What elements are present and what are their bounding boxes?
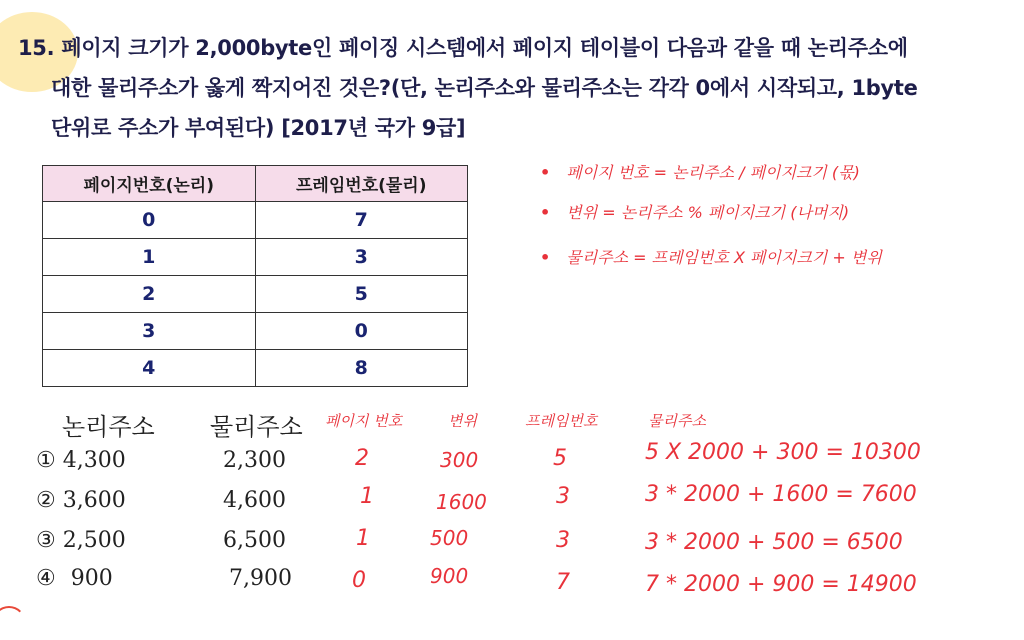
corner-mark (0, 606, 26, 640)
physical-address-header: 물리주소 (210, 413, 303, 441)
table-row (43, 350, 468, 387)
option-4-frame: 7 (556, 570, 570, 595)
option-logical: 4,300 (62, 448, 126, 473)
option-1-physical: 2,300 (223, 448, 286, 473)
option-logical: 2,500 (62, 528, 126, 553)
bullet-icon: • (540, 248, 551, 267)
option-3-physical: 6,500 (223, 528, 286, 553)
option-marker: ④ (36, 566, 56, 591)
frame-cell: 0 (255, 313, 468, 350)
logical-address-header: 논리주소 (62, 413, 155, 441)
option-marker: ③ (36, 528, 56, 553)
header-frame-number: 프레임번호(물리) (255, 166, 468, 202)
option-3-page: 1 (356, 526, 370, 551)
note-page-number: • 페이지 번호 = 논리주소 / 페이지크기 (몫) (540, 163, 860, 182)
option-2-frame: 3 (556, 484, 570, 509)
offset-header: 변위 (448, 412, 477, 430)
table-row (43, 202, 468, 239)
option-3 (36, 528, 126, 553)
option-1-offset: 300 (440, 448, 479, 472)
question-number: 15. (18, 36, 55, 60)
option-4-page: 0 (352, 568, 366, 593)
question-line-2: 대한 물리주소가 옳게 짝지어진 것은?(단, 논리주소와 물리주소는 각각 0에서 시작되고, 1byte (51, 76, 918, 100)
question-line-3: 단위로 주소가 부여된다) [2017년 국가 9급] (51, 116, 466, 140)
frame-cell: 8 (255, 350, 468, 387)
option-logical: 3,600 (62, 488, 126, 513)
option-logical: 900 (70, 566, 113, 591)
option-4 (36, 566, 113, 591)
page-cell: 4 (43, 350, 256, 387)
page-cell: 1 (43, 239, 256, 276)
option-4-physical: 7,900 (229, 566, 292, 591)
table-row (43, 276, 468, 313)
page-cell: 2 (43, 276, 256, 313)
bullet-icon: • (540, 203, 551, 222)
note-physical: • 물리주소 = 프레임번호 X 페이지크기 + 변위 (540, 248, 882, 267)
option-4-offset: 900 (430, 564, 469, 588)
question-text (18, 28, 1008, 148)
page-table (42, 165, 468, 387)
option-2 (36, 488, 126, 513)
page-cell: 3 (43, 313, 256, 350)
frame-number-header: 프레임번호 (525, 412, 598, 430)
page-number-header: 페이지 번호 (325, 412, 403, 430)
option-2-offset: 1600 (436, 490, 487, 514)
header-page-number: 페이지번호(논리) (43, 166, 256, 202)
option-4-calc: 7 * 2000 + 900 = 14900 (645, 572, 917, 597)
option-marker: ① (36, 448, 56, 473)
table-row (43, 239, 468, 276)
option-3-calc: 3 * 2000 + 500 = 6500 (645, 530, 903, 555)
option-2-physical: 4,600 (223, 488, 286, 513)
option-1-frame: 5 (553, 446, 567, 471)
option-marker: ② (36, 488, 56, 513)
option-2-calc: 3 * 2000 + 1600 = 7600 (645, 482, 917, 507)
bullet-icon: • (540, 163, 551, 182)
question-line-1: 15. 페이지 크기가 2,000byte인 페이징 시스템에서 페이지 테이블이 다음과 같을 때 논리주소에 (18, 36, 908, 60)
frame-cell: 7 (255, 202, 468, 239)
physical-calc-header: 물리주소 (648, 412, 706, 430)
option-1 (36, 448, 126, 473)
table-header-row (43, 166, 468, 202)
note-offset: • 변위 = 논리주소 % 페이지크기 (나머지) (540, 203, 850, 222)
option-1-calc: 5 X 2000 + 300 = 10300 (645, 440, 921, 465)
table-row (43, 313, 468, 350)
page-cell: 0 (43, 202, 256, 239)
frame-cell: 3 (255, 239, 468, 276)
option-2-page: 1 (360, 484, 374, 509)
option-3-offset: 500 (430, 526, 469, 550)
frame-cell: 5 (255, 276, 468, 313)
option-3-frame: 3 (556, 528, 570, 553)
option-1-page: 2 (355, 446, 369, 471)
